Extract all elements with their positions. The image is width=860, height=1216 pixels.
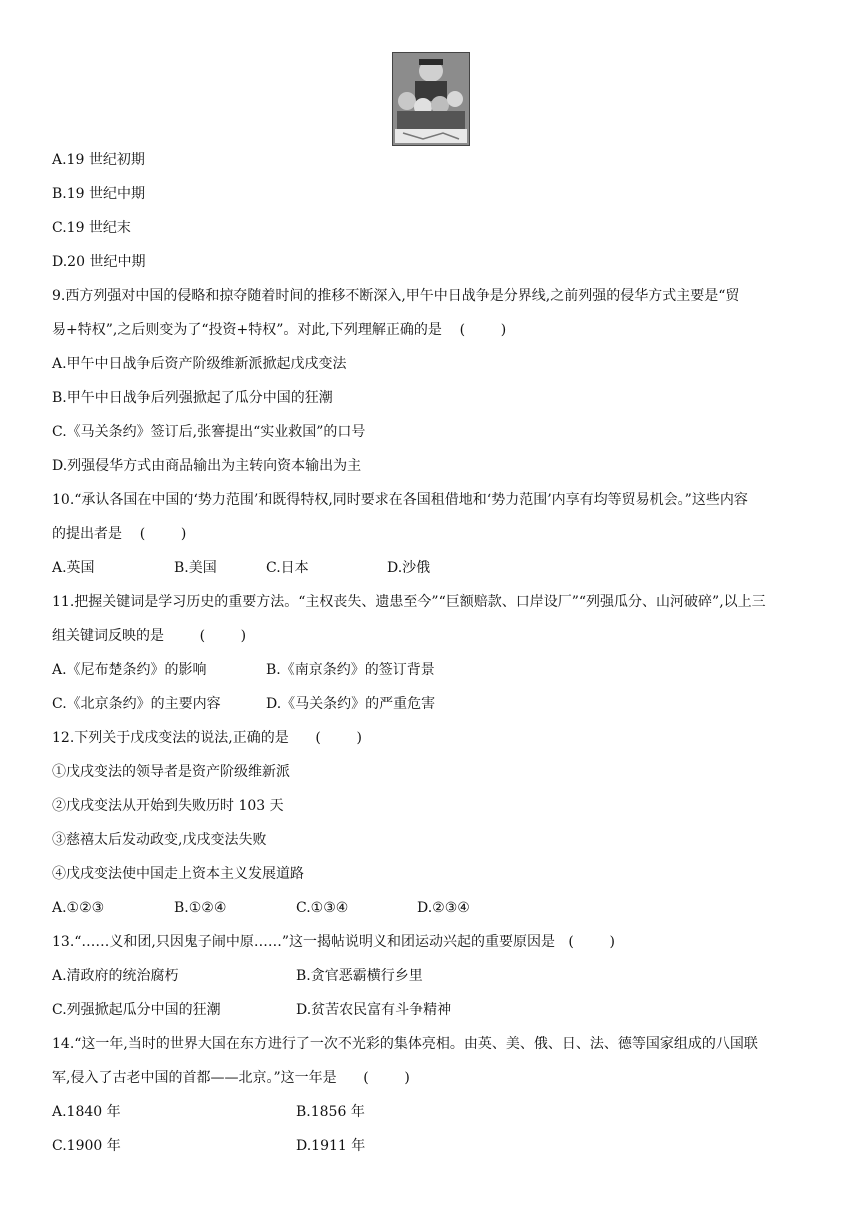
q13-option-d: D.贫苦农民富有斗争精神 [296, 1002, 452, 1018]
q10-stem-line2: 的提出者是 ( ) [52, 526, 187, 542]
q8-option-c: C.19 世纪末 [52, 220, 131, 236]
q12-option-d: D.②③④ [417, 900, 470, 916]
q12-options [52, 898, 812, 918]
q14-stem-line2: 军,侵入了古老中国的首都——北京。”这一年是 ( ) [52, 1070, 410, 1086]
q12-statement-4: ④戊戌变法使中国走上资本主义发展道路 [52, 866, 304, 882]
q9-stem-line1: 9.西方列强对中国的侵略和掠夺随着时间的推移不断深入,甲午中日战争是分界线,之前列强的侵华方式主要是“贸 [52, 288, 740, 304]
q12-option-c: C.①③④ [296, 900, 349, 916]
q8-option-d: D.20 世纪中期 [52, 254, 146, 270]
q14-option-a: A.1840 年 [52, 1104, 121, 1120]
q12-statement-1: ①戊戌变法的领导者是资产阶级维新派 [52, 764, 290, 780]
q12-statement-2: ②戊戌变法从开始到失败历时 103 天 [52, 798, 284, 814]
q12-option-b: B.①②④ [174, 900, 227, 916]
q13-option-b: B.贪官恶霸横行乡里 [296, 968, 423, 984]
q12-option-a: A.①②③ [52, 900, 105, 916]
q14-options-row2 [52, 1136, 812, 1156]
cartoon-illustration-icon [393, 53, 469, 145]
q14-stem-line1: 14.“这一年,当时的世界大国在东方进行了一次不光彩的集体亮相。由英、美、俄、日、法、德等国家组成的八国联 [52, 1036, 758, 1052]
q9-option-a: A.甲午中日战争后资产阶级维新派掀起戊戌变法 [52, 356, 347, 372]
q13-options-row1 [52, 966, 812, 986]
q11-option-c: C.《北京条约》的主要内容 [52, 696, 221, 712]
q14-option-c: C.1900 年 [52, 1138, 121, 1154]
q8-option-a: A.19 世纪初期 [52, 152, 145, 168]
q13-option-a: A.清政府的统治腐朽 [52, 968, 179, 984]
q11-option-b: B.《南京条约》的签订背景 [266, 662, 435, 678]
cartoon-figure [392, 52, 470, 146]
q10-stem-line1: 10.“承认各国在中国的‘势力范围’和既得特权,同时要求在各国租借地和‘势力范围’内享有均等贸易机会。”这些内容 [52, 492, 748, 508]
q11-options-row2 [52, 694, 812, 714]
q10-options [52, 558, 812, 578]
q14-option-b: B.1856 年 [296, 1104, 365, 1120]
q9-option-d: D.列强侵华方式由商品输出为主转向资本输出为主 [52, 458, 362, 474]
q10-option-a: A.英国 [52, 560, 95, 576]
q9-stem-line2: 易+特权”,之后则变为了“投资+特权”。对此,下列理解正确的是 ( ) [52, 322, 507, 338]
q11-option-d: D.《马关条约》的严重危害 [266, 696, 436, 712]
q12-stem: 12.下列关于戊戌变法的说法,正确的是 ( ) [52, 730, 362, 746]
q11-option-a: A.《尼布楚条约》的影响 [52, 662, 207, 678]
q8-option-b: B.19 世纪中期 [52, 186, 146, 202]
q9-option-b: B.甲午中日战争后列强掀起了瓜分中国的狂潮 [52, 390, 333, 406]
q14-options-row1 [52, 1102, 812, 1122]
q12-statement-3: ③慈禧太后发动政变,戊戌变法失败 [52, 832, 267, 848]
q11-stem-line2: 组关键词反映的是 ( ) [52, 628, 247, 644]
q10-option-c: C.日本 [266, 560, 309, 576]
q14-option-d: D.1911 年 [296, 1138, 366, 1154]
q11-stem-line1: 11.把握关键词是学习历史的重要方法。“主权丧失、遗患至今”“巨额赔款、口岸设厂”“列强瓜分、山河破碎”,以上三 [52, 594, 766, 610]
q13-option-c: C.列强掀起瓜分中国的狂潮 [52, 1002, 221, 1018]
q13-options-row2 [52, 1000, 812, 1020]
q9-option-c: C.《马关条约》签订后,张謇提出“实业救国”的口号 [52, 424, 366, 440]
q11-options-row1 [52, 660, 812, 680]
q10-option-d: D.沙俄 [387, 560, 431, 576]
q13-stem: 13.“……义和团,只因鬼子闹中原……”这一揭帖说明义和团运动兴起的重要原因是 ( ) [52, 934, 615, 950]
q10-option-b: B.美国 [174, 560, 217, 576]
